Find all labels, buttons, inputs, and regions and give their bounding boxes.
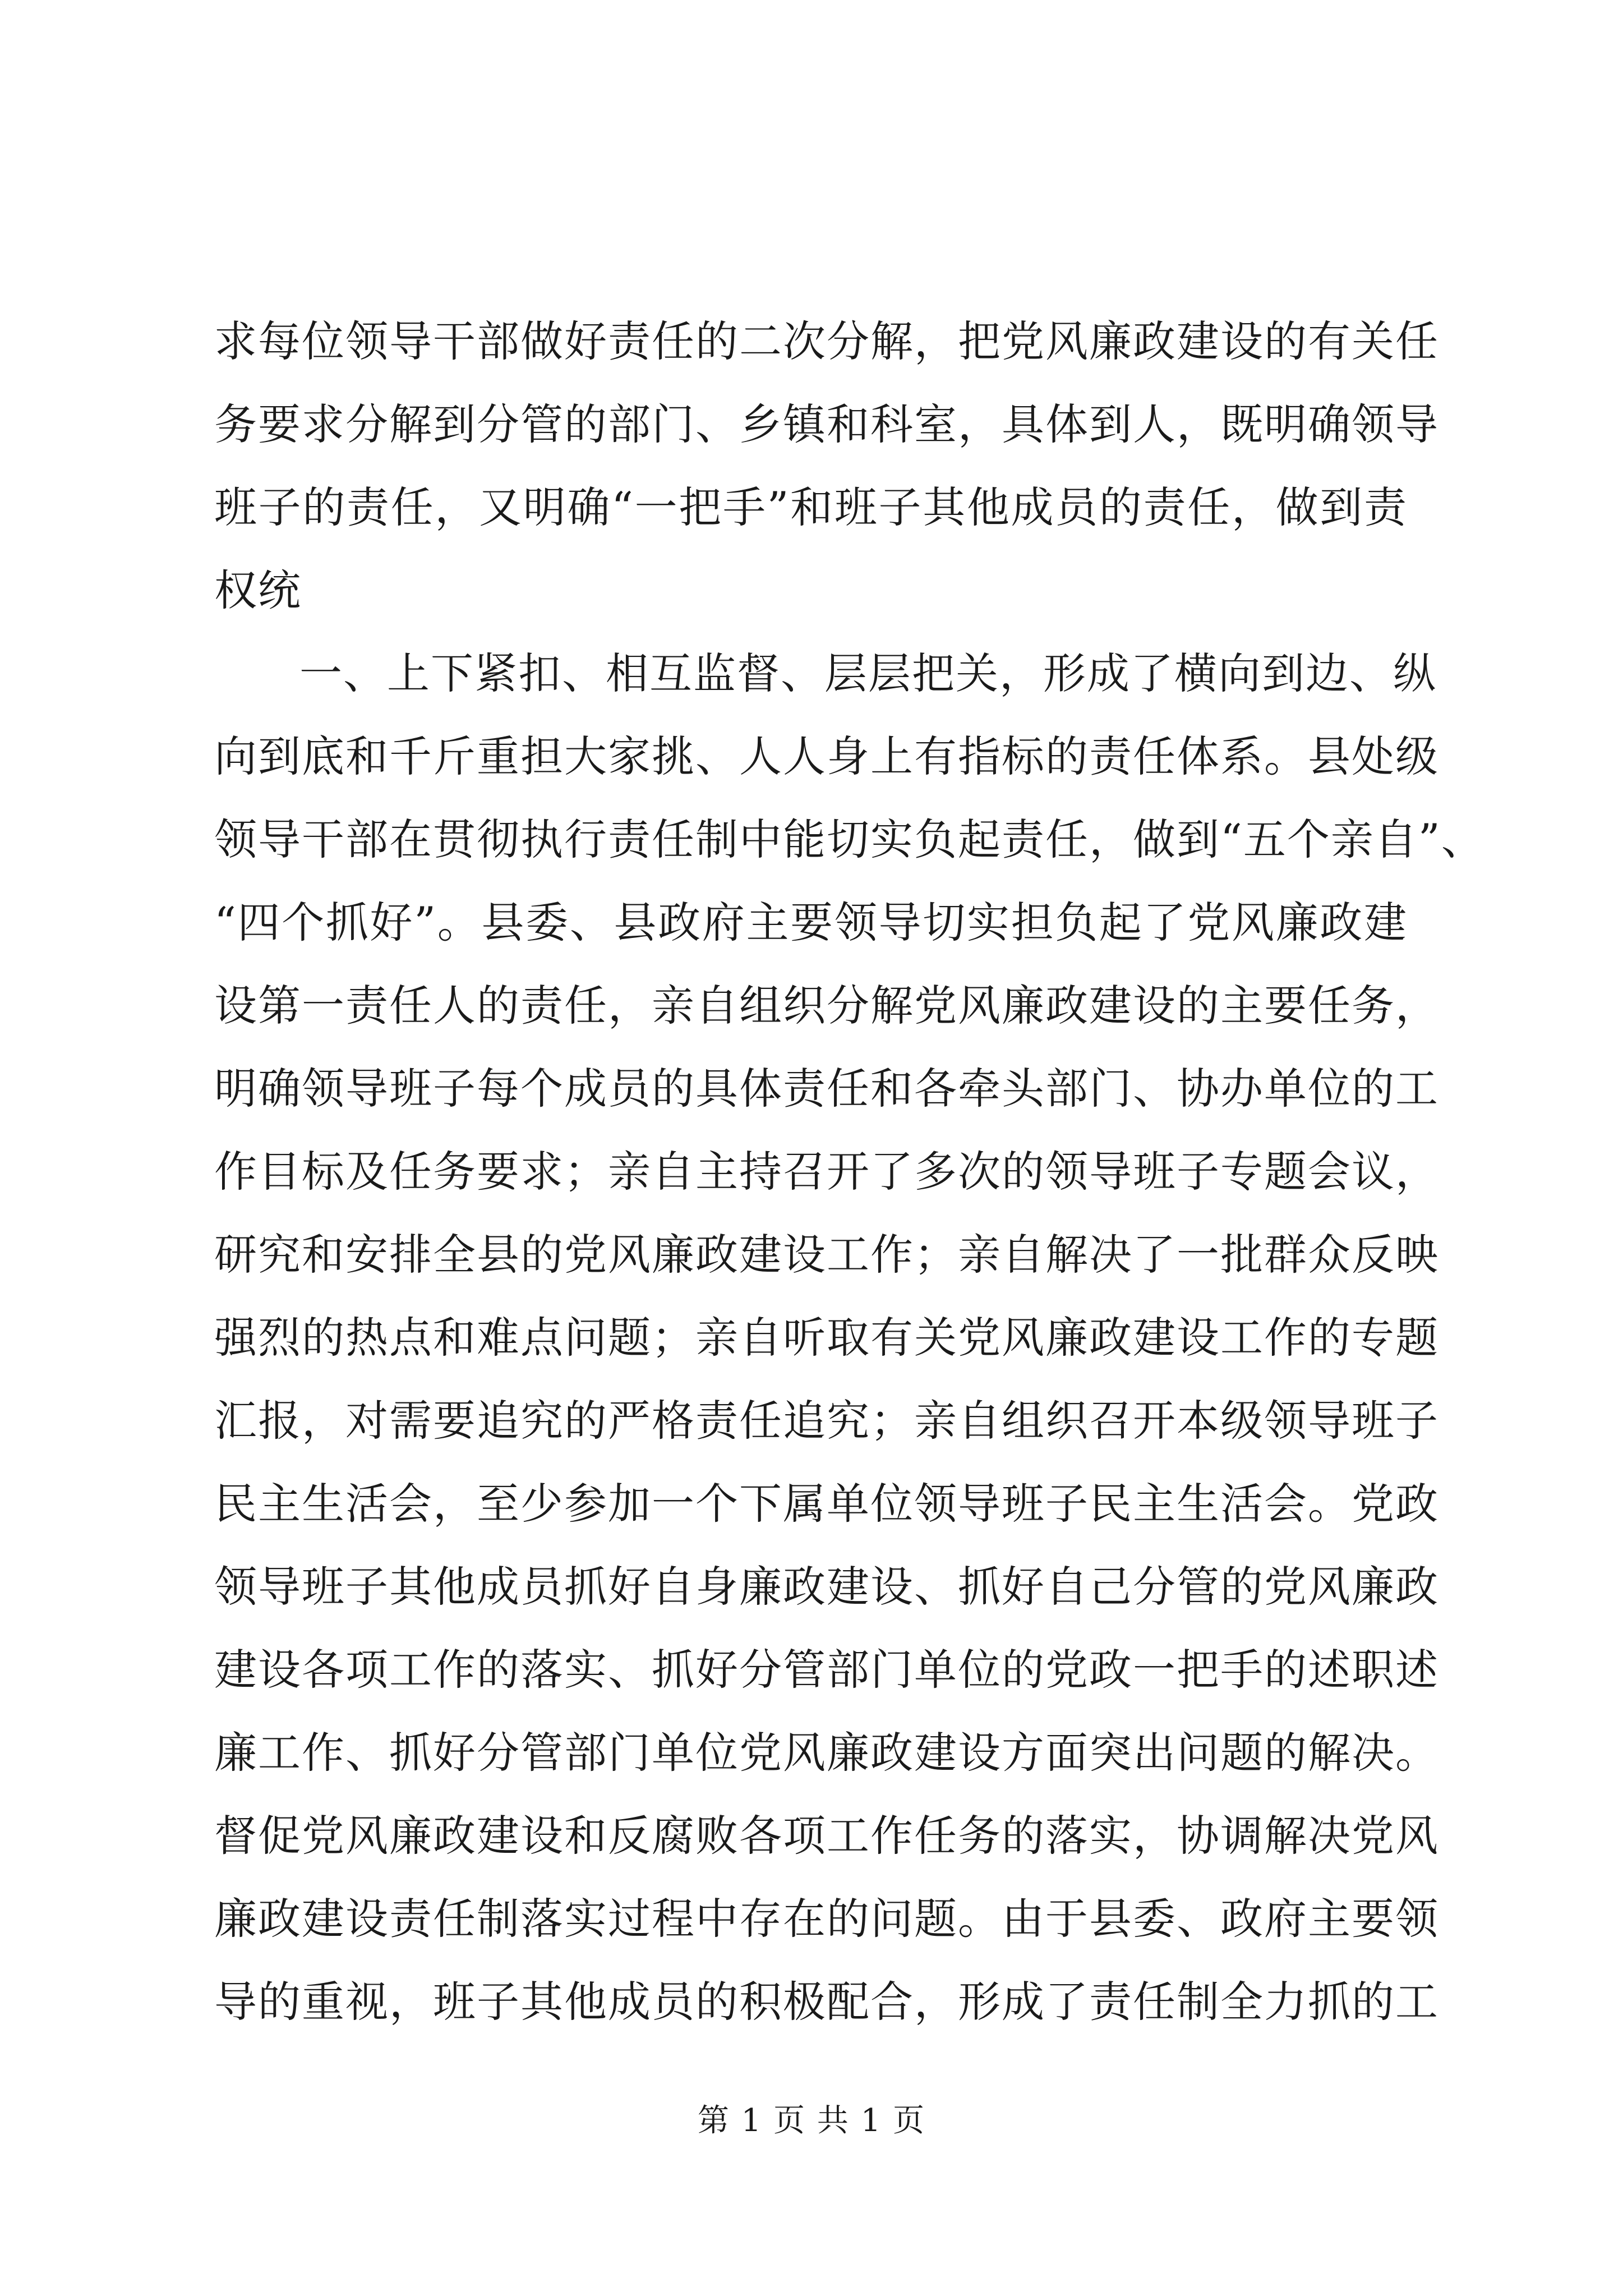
paragraph-line: “四个抓好”。县委、县政府主要领导切实担负起了党风廉政建: [214, 898, 1408, 947]
document-body: [214, 300, 1485, 2044]
paragraph-line: 求每位领导干部做好责任的二次分解，把党风廉政建设的有关任: [214, 316, 1439, 366]
paragraph-line: 汇报，对需要追究的严格责任追究；亲自组织召开本级领导班子: [214, 1396, 1439, 1446]
paragraph-line: 领导班子其他成员抓好自身廉政建设、抓好自己分管的党风廉政: [214, 1562, 1439, 1612]
paragraph-line: 民主生活会，至少参加一个下属单位领导班子民主生活会。党政: [214, 1479, 1439, 1529]
paragraph-line: 建设各项工作的落实、抓好分管部门单位的党政一把手的述职述: [214, 1645, 1439, 1695]
paragraph-line: 领导干部在贯彻执行责任制中能切实负起责任，做到“五个亲自”、: [214, 815, 1485, 864]
paragraph-line: 向到底和千斤重担大家挑、人人身上有指标的责任体系。县处级: [214, 731, 1439, 781]
page-footer: [0, 2101, 1623, 2141]
paragraph-line: 班子的责任，又明确“一把手”和班子其他成员的责任，做到责: [214, 482, 1408, 532]
paragraph-line: 督促党风廉政建设和反腐败各项工作任务的落实，协调解决党风: [214, 1811, 1439, 1861]
paragraph-line: 权统: [214, 565, 302, 615]
paragraph-line: 廉政建设责任制落实过程中存在的问题。由于县委、政府主要领: [214, 1894, 1439, 1944]
paragraph-line: 一、上下紧扣、相互监督、层层把关，形成了横向到边、纵: [299, 648, 1437, 698]
paragraph-line: 强烈的热点和难点问题；亲自听取有关党风廉政建设工作的专题: [214, 1313, 1439, 1363]
paragraph-line: 廉工作、抓好分管部门单位党风廉政建设方面突出问题的解决。: [214, 1728, 1439, 1778]
paragraph-line: 作目标及任务要求；亲自主持召开了多次的领导班子专题会议，: [214, 1147, 1439, 1197]
paragraph-line: 设第一责任人的责任，亲自组织分解党风廉政建设的主要任务，: [214, 981, 1439, 1030]
paragraph-line: 明确领导班子每个成员的具体责任和各牵头部门、协办单位的工: [214, 1064, 1439, 1114]
paragraph-line: 导的重视，班子其他成员的积极配合，形成了责任制全力抓的工: [214, 1977, 1439, 2027]
paragraph-line: 务要求分解到分管的部门、乡镇和科室，具体到人，既明确领导: [214, 399, 1439, 449]
paragraph-line: 研究和安排全县的党风廉政建设工作；亲自解决了一批群众反映: [214, 1230, 1439, 1280]
page-number: 第 1 页 共 1 页: [697, 2102, 926, 2139]
